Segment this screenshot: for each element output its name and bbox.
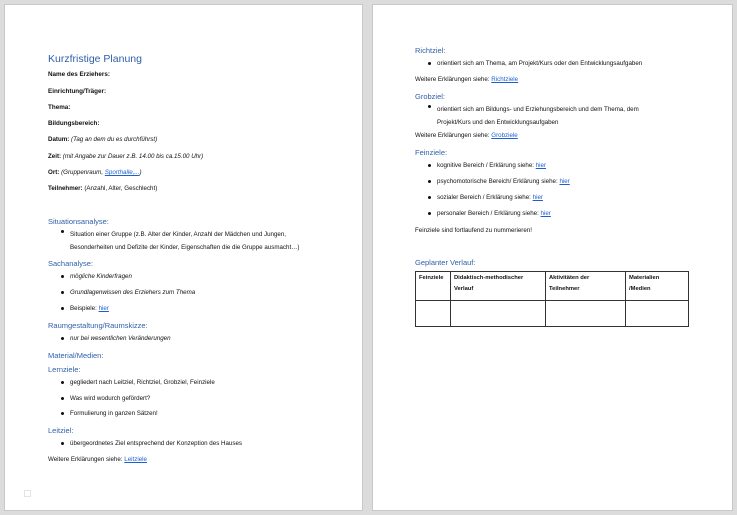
- bullet-dot: [61, 230, 64, 233]
- feinziel-2-text: psychomotorische Bereich/ Erklärung siehe:: [437, 178, 558, 185]
- sach-b2: Grundlagenwissen des Erziehers zum Thema: [70, 289, 196, 296]
- bullet-grundlagenwissen: [70, 289, 195, 296]
- sach-b1: mögliche Kinderfragen: [70, 273, 132, 280]
- bullet-dot: [428, 196, 431, 199]
- bullet-personal: [437, 210, 551, 217]
- bullet-dot: [61, 291, 64, 294]
- field-einrichtung: Einrichtung/Träger:: [48, 88, 107, 95]
- bullet-uebergeordnet: [70, 440, 242, 447]
- bullet-dot: [428, 180, 431, 183]
- zeit-hint: (mit Angabe zur Dauer z.B. 14.00 bis ca.15.00 Uhr): [62, 153, 204, 160]
- heading-verlauf: Geplanter Verlauf:: [415, 258, 476, 267]
- leitziel-more: [48, 456, 147, 463]
- teilnehmer-label: Teilnehmer:: [48, 185, 83, 192]
- grobziel-line-1: orientiert sich am Bildungs- und Erziehungsbereich und dem Thema, dem: [437, 106, 639, 113]
- bullet-kinderfragen: [70, 273, 132, 280]
- heading-lernziele: Lernziele:: [48, 365, 81, 374]
- bullet-sozial: [437, 194, 543, 201]
- heading-leitziel: Leitziel:: [48, 426, 74, 435]
- heading-grobziel: Grobziel:: [415, 92, 446, 101]
- table-cell[interactable]: [626, 301, 689, 327]
- document-page-left: [4, 4, 363, 511]
- bullet-dot: [61, 397, 64, 400]
- situation-line-2: Besonderheiten und Defizite der Kinder, Eigenschaften die die Gruppe ausmacht…): [70, 244, 300, 251]
- richtziel-b1: orientiert sich am Thema, am Projekt/Kurs oder den Entwicklungsaufgaben: [437, 60, 643, 67]
- bullet-dot: [61, 442, 64, 445]
- grobziel-more-text: Weitere Erklärungen siehe:: [415, 132, 490, 139]
- heading-feinziele: Feinziele:: [415, 148, 448, 157]
- bullet-gefoerdert: [70, 395, 150, 402]
- bullet-formulierung: [70, 410, 158, 417]
- table-row: [416, 301, 689, 327]
- field-erzieher: Name des Erziehers:: [48, 71, 110, 78]
- bullet-dot: [61, 307, 64, 310]
- lern-b2: Was wird wodurch gefördert?: [70, 395, 151, 402]
- ort-label: Ort:: [48, 169, 60, 176]
- grobziel-more: [415, 132, 518, 139]
- field-datum: [48, 136, 157, 143]
- ort-hint: (Gruppenraum,: [61, 169, 104, 176]
- lern-b1: gegliedert nach Leitziel, Richtziel, Grobziel, Feinziele: [70, 379, 215, 386]
- bullet-kognitiv: [437, 162, 546, 169]
- datum-label: Datum:: [48, 136, 70, 143]
- bullet-psychomotorisch: [437, 178, 570, 185]
- sach-b3-text: Beispiele:: [70, 305, 97, 312]
- ort-link[interactable]: Sporthalle,...: [104, 169, 140, 176]
- lern-b3: Formulierung in ganzen Sätzen!: [70, 410, 158, 417]
- table-cell[interactable]: [451, 301, 546, 327]
- feinziel-1-text: kognitive Bereich / Erklärung siehe:: [437, 162, 534, 169]
- bullet-dot: [428, 62, 431, 65]
- heading-sachanalyse: Sachanalyse:: [48, 259, 94, 268]
- table-header-row: [416, 272, 689, 301]
- field-bildungsbereich: Bildungsbereich:: [48, 120, 100, 127]
- heading-raumgestaltung: Raumgestaltung/Raumskizze:: [48, 321, 148, 330]
- feinziel-4-text: personaler Bereich / Erklärung siehe:: [437, 210, 539, 217]
- bullet-grobziel: [437, 103, 717, 129]
- datum-hint: (Tag an dem du es durchführst): [71, 136, 158, 143]
- table-cell[interactable]: [546, 301, 626, 327]
- bullet-veraenderungen: [70, 335, 171, 342]
- field-ort: [48, 169, 142, 176]
- document-page-right: [372, 4, 733, 511]
- heading-situationsanalyse: Situationsanalyse:: [48, 217, 109, 226]
- grobziel-line-2: Projekt/Kurs und den Entwicklungsaufgaben: [437, 119, 559, 126]
- col-aktivitaeten: Aktivitäten der Teilnehmer: [546, 272, 626, 301]
- heading-material: Material/Medien:: [48, 351, 104, 360]
- table-cell[interactable]: [416, 301, 451, 327]
- grobziele-link[interactable]: Grobziele: [491, 132, 518, 139]
- col-feinziele: Feinziele: [416, 272, 451, 301]
- leitziel-more-text: Weitere Erklärungen siehe:: [48, 456, 123, 463]
- bullet-dot: [428, 105, 431, 108]
- bullet-dot: [61, 412, 64, 415]
- feinziele-note: Feinziele sind fortlaufend zu nummerieren!: [415, 227, 532, 234]
- heading-richtziel: Richtziel:: [415, 46, 446, 55]
- field-thema: Thema:: [48, 104, 71, 111]
- bullet-dot: [61, 275, 64, 278]
- bullet-beispiele: [70, 305, 109, 312]
- page-corner-mark: [24, 490, 31, 497]
- leit-b1: übergeordnetes Ziel entsprechend der Konzeption des Hauses: [70, 440, 242, 447]
- field-teilnehmer: [48, 185, 157, 192]
- verlauf-table: [415, 271, 689, 327]
- bullet-richtziel: [437, 60, 642, 67]
- col-didaktisch: Didaktisch-methodischer Verlauf: [451, 272, 546, 301]
- psychomotorisch-link[interactable]: hier: [559, 178, 570, 185]
- sozial-link[interactable]: hier: [532, 194, 543, 201]
- ort-hint-close: ): [139, 169, 142, 176]
- teilnehmer-hint: (Anzahl, Alter, Geschlecht): [84, 185, 158, 192]
- bullet-situation: [70, 228, 355, 254]
- leitziele-link[interactable]: Leitziele: [124, 456, 147, 463]
- page-title: Kurzfristige Planung: [48, 53, 142, 65]
- bullet-dot: [428, 212, 431, 215]
- bullet-dot: [61, 381, 64, 384]
- richtziel-more: [415, 76, 518, 83]
- raum-b1: nur bei wesentlichen Veränderungen: [70, 335, 171, 342]
- personal-link[interactable]: hier: [540, 210, 551, 217]
- kognitiv-link[interactable]: hier: [535, 162, 547, 169]
- bullet-gegliedert: [70, 379, 215, 386]
- col-materialien: Materialien /Medien: [626, 272, 689, 301]
- bullet-dot: [61, 337, 64, 340]
- zeit-label: Zeit:: [48, 153, 62, 160]
- bullet-dot: [428, 164, 431, 167]
- field-zeit: [48, 153, 203, 160]
- situation-line-1: Situation einer Gruppe (z.B. Alter der Kinder, Anzahl der Mädchen und Jungen,: [70, 231, 287, 238]
- richtziele-link[interactable]: Richtziele: [491, 76, 519, 83]
- beispiele-link[interactable]: hier: [98, 305, 109, 312]
- feinziel-3-text: sozialer Bereich / Erklärung siehe:: [437, 194, 531, 201]
- richtziel-more-text: Weitere Erklärungen siehe:: [415, 76, 490, 83]
